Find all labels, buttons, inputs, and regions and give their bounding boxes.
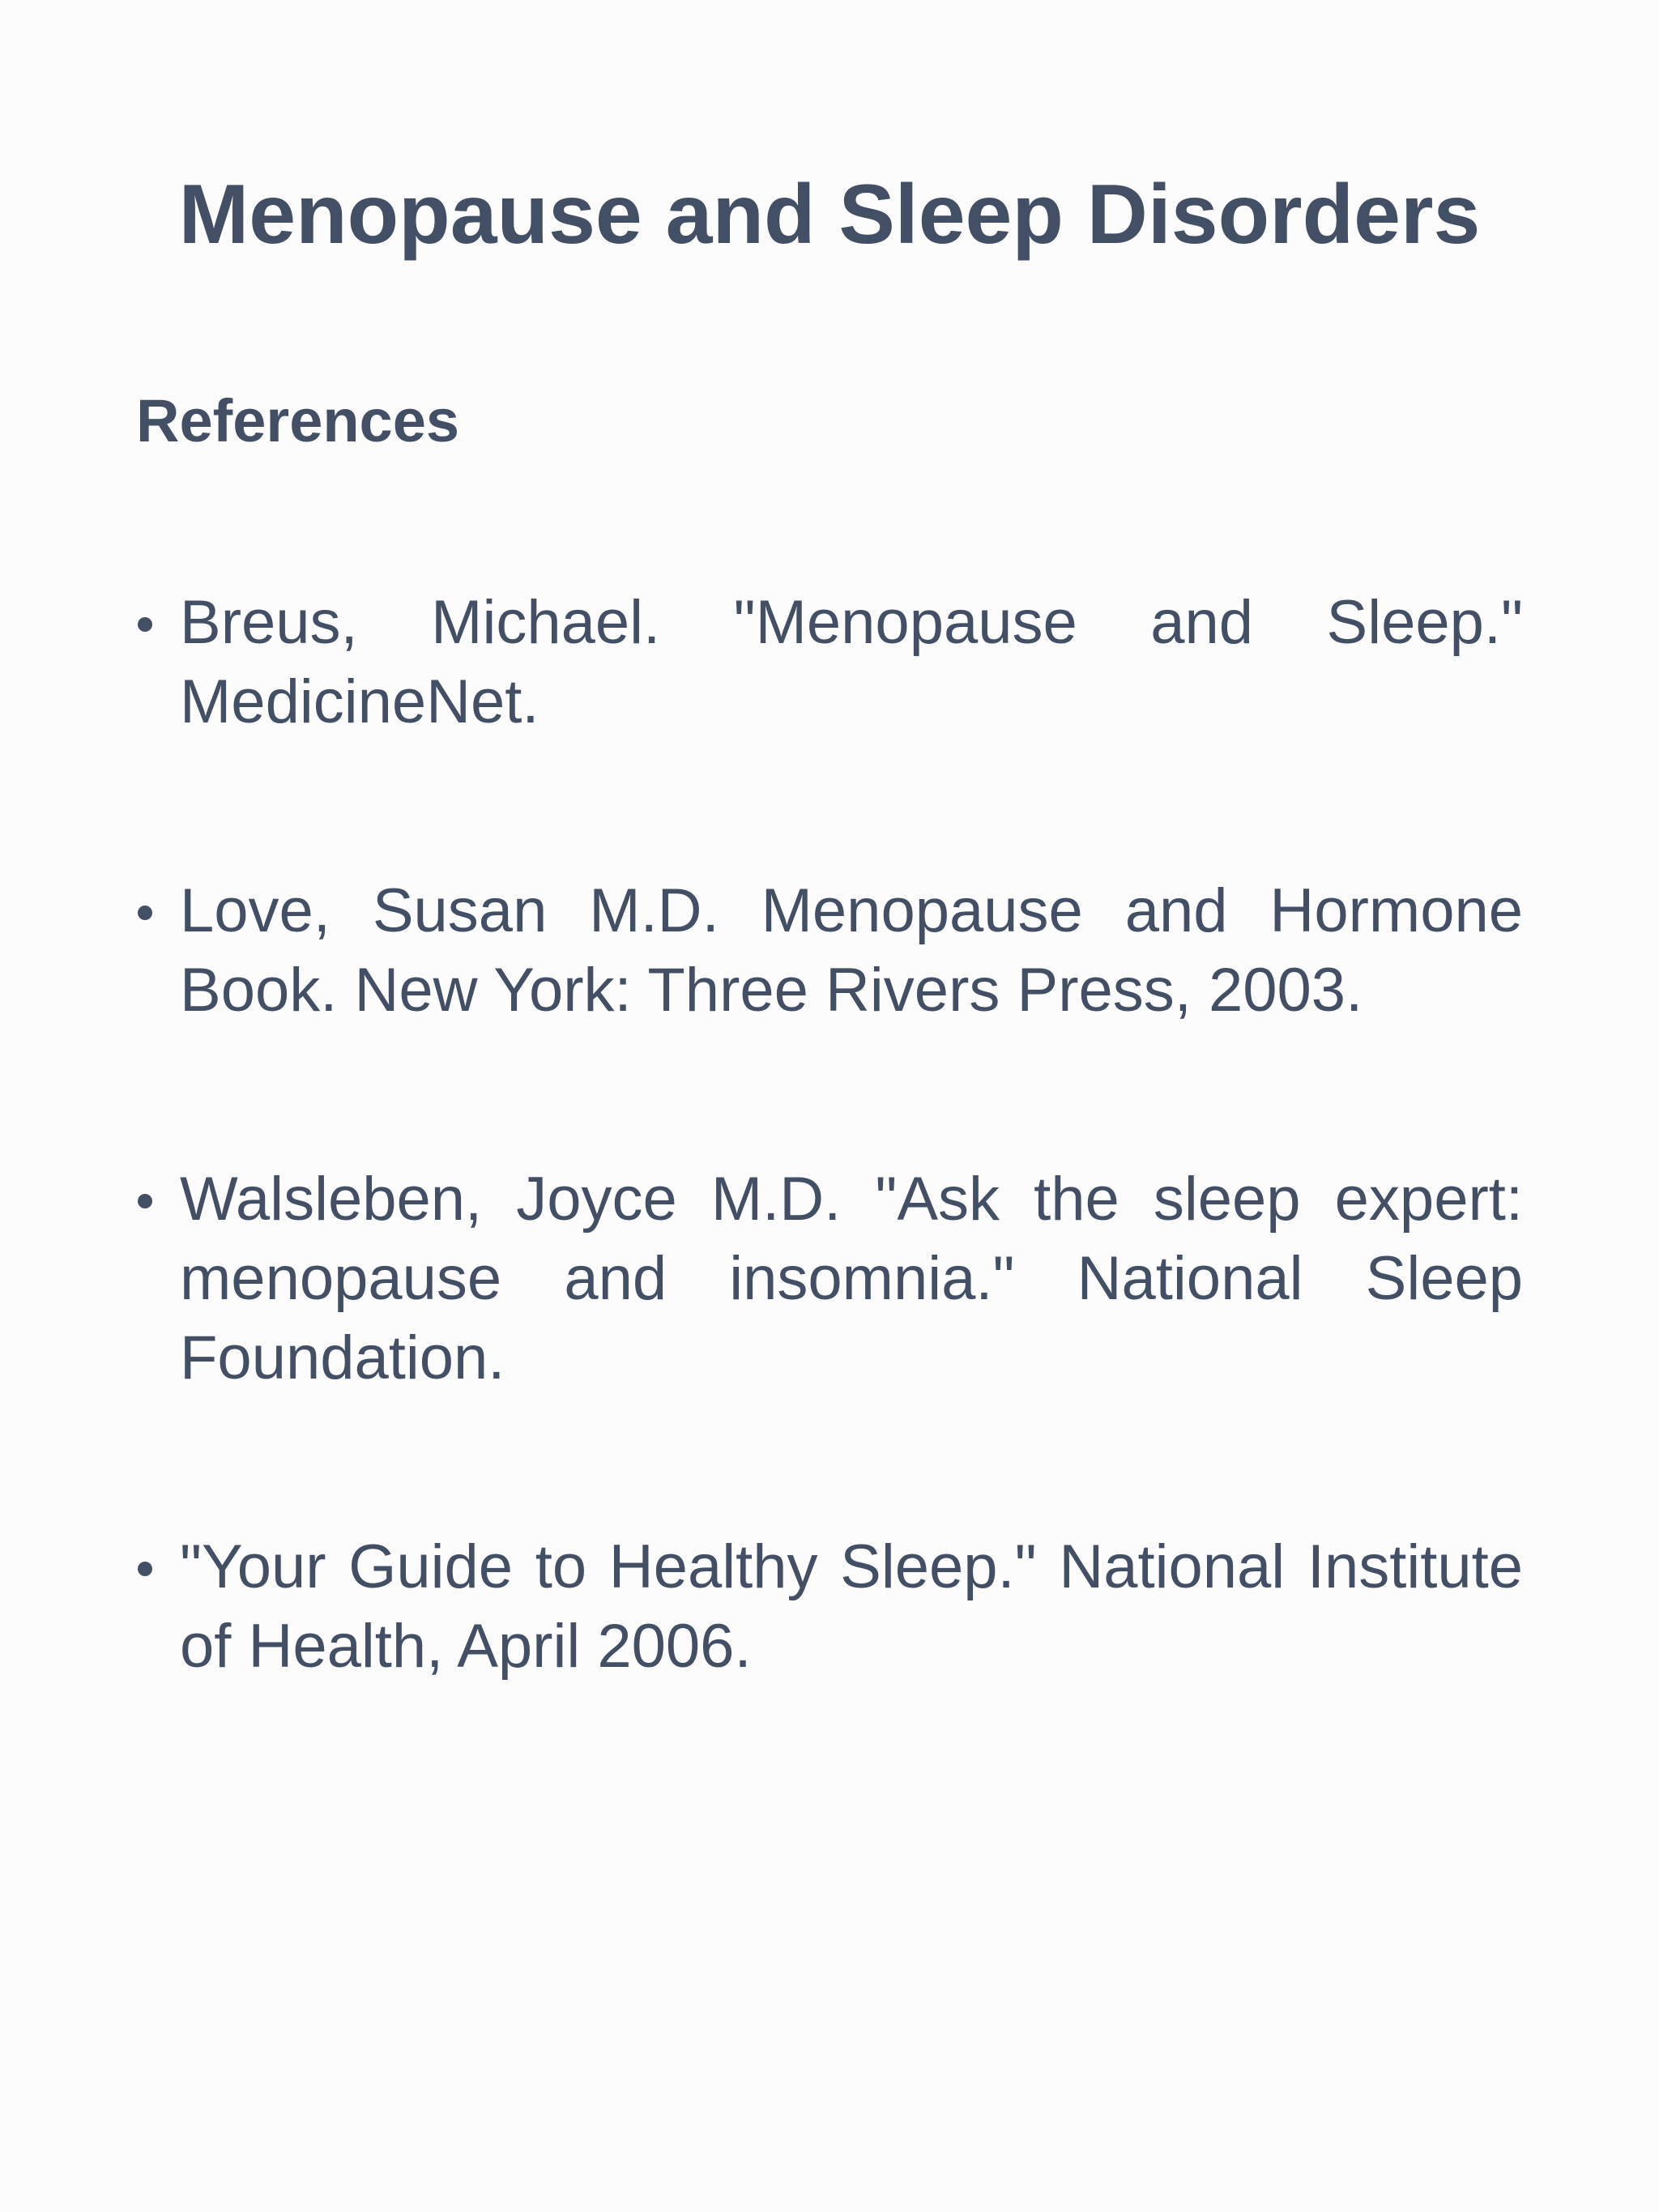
reference-text: Love, Susan M.D. Menopause and Hormone Book. New York: Three Rivers Press, 2003. <box>180 876 1523 1025</box>
reference-item <box>136 872 1523 1030</box>
bullet-icon <box>138 1562 152 1576</box>
reference-item <box>136 1160 1523 1398</box>
bullet-icon <box>138 617 152 632</box>
reference-text: Walsleben, Joyce M.D. "Ask the sleep expert: menopause and insomnia." National Sleep Foundation. <box>180 1165 1523 1392</box>
bullet-icon <box>138 906 152 920</box>
reference-item <box>136 583 1523 742</box>
reference-item <box>136 1528 1523 1686</box>
references-list <box>136 583 1523 1686</box>
references-heading: References <box>136 387 460 454</box>
bullet-icon <box>138 1194 152 1208</box>
slide-title: Menopause and Sleep Disorders <box>178 168 1481 262</box>
reference-text: "Your Guide to Healthy Sleep." National Institute of Health, April 2006. <box>180 1532 1523 1681</box>
reference-text: Breus, Michael. "Menopause and Sleep." MedicineNet. <box>180 588 1523 736</box>
